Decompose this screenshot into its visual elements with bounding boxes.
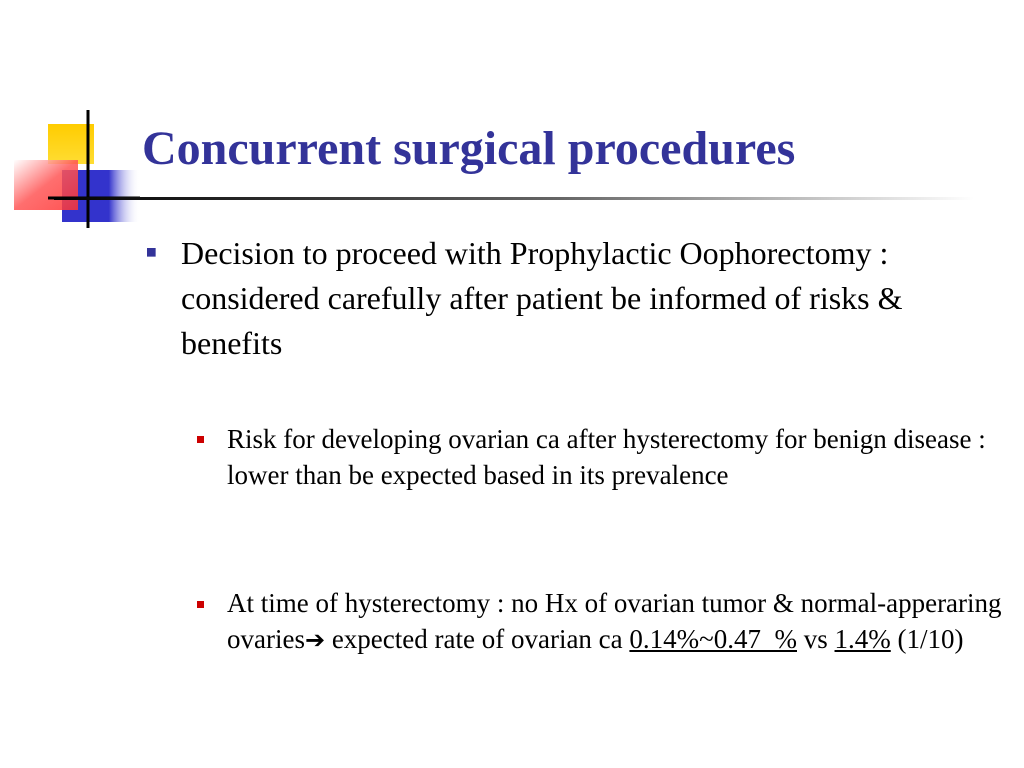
sub-bullet-2-part-a: At time of hysterectomy : no Hx of ovarian tumor & normal-apperaring ovaries (227, 588, 1002, 654)
bullet-marker-level2 (197, 601, 204, 608)
sub-bullet-2-part-b: expected rate of ovarian ca (325, 624, 630, 654)
ratio-text: (1/10) (890, 624, 964, 654)
bullet-marker-level1 (147, 248, 156, 257)
title-underline-rule (54, 197, 974, 200)
rate-range-value: 0.14%~0.47 % (629, 624, 797, 654)
sub-bullet-text-2 (227, 585, 1017, 658)
bullet-marker-level2 (197, 436, 204, 443)
sub-bullet-text-1: Risk for developing ovarian ca after hysterectomy for benign disease : lower than be expected based in its prevalence (227, 424, 986, 490)
vs-text: vs (797, 624, 835, 654)
decorative-squares-logo (0, 0, 140, 240)
comparison-rate-value: 1.4% (834, 624, 891, 654)
slide-title: Concurrent surgical procedures (142, 122, 796, 175)
arrow-right-icon: ➔ (304, 626, 326, 654)
bullet-text-level1: Decision to proceed with Prophylactic Oophorectomy : considered carefully after patient be informed of risks & benefits (181, 235, 903, 361)
